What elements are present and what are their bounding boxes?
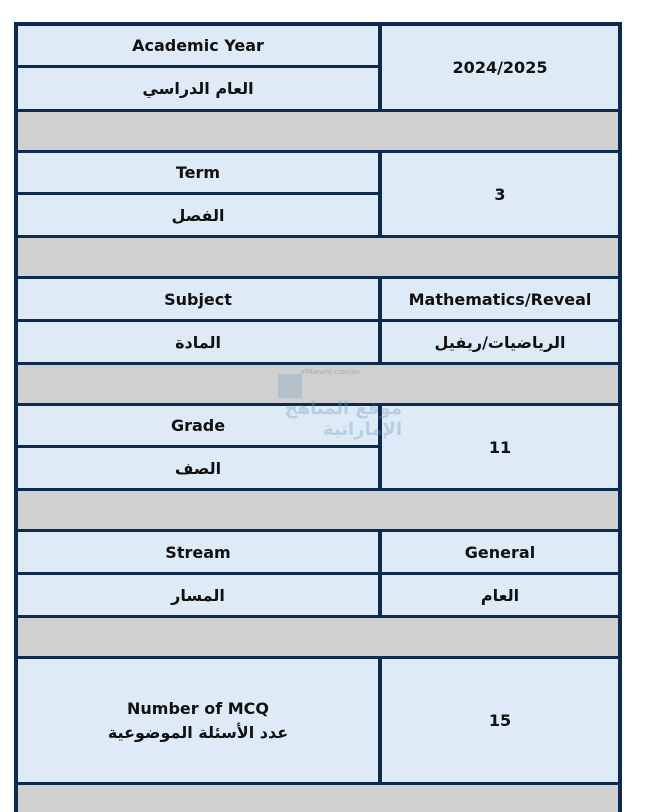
subject-label-ar-text: المادة — [175, 332, 221, 352]
term-label-ar — [18, 195, 378, 235]
subject-value-en — [382, 279, 618, 319]
stream-value-ar — [382, 575, 618, 615]
separator-row — [18, 618, 618, 656]
term-label-ar-text: الفصل — [171, 205, 225, 225]
info-table — [14, 22, 622, 812]
stream-value-en-text: General — [464, 542, 536, 562]
separator-row — [18, 112, 618, 150]
subject-value-en-text: Mathematics/Reveal — [408, 289, 592, 309]
mcq-label-ar: عدد الأسئلة الموضوعية — [107, 722, 289, 742]
mcq-value-text: 15 — [488, 711, 512, 730]
academic-year-label-ar-text: العام الدراسي — [142, 79, 254, 98]
grade-label-en-text: Grade — [170, 416, 226, 435]
stream-label-en — [18, 532, 378, 572]
academic-year-label-en — [18, 26, 378, 65]
grade-label-en — [18, 406, 378, 445]
term-label-en-text: Term — [175, 163, 221, 182]
term-value-text: 3 — [494, 184, 506, 204]
subject-value-ar-text: الرياضيات/ريفيل — [434, 332, 566, 352]
grade-value-text: 11 — [488, 437, 512, 457]
academic-year-value-text: 2024/2025 — [452, 58, 548, 77]
mcq-label-stack — [108, 697, 288, 745]
stream-label-ar-text: المسار — [171, 585, 225, 605]
stream-value-ar-text: العام — [480, 585, 520, 605]
grade-label-ar — [18, 448, 378, 488]
mcq-label-en: Number of MCQ — [126, 698, 269, 718]
subject-value-ar — [382, 322, 618, 362]
watermark-url: alManahj.com/ae — [300, 368, 360, 376]
mcq-label — [18, 659, 378, 782]
term-label-en — [18, 153, 378, 192]
subject-label-en — [18, 279, 378, 319]
watermark-text: موقع المناهج الإماراتية — [284, 398, 402, 440]
stream-value-en — [382, 532, 618, 572]
separator-row — [18, 785, 618, 812]
grade-value — [382, 406, 618, 488]
mcq-value — [382, 659, 618, 782]
subject-label-ar — [18, 322, 378, 362]
term-value — [382, 153, 618, 235]
subject-label-en-text: Subject — [164, 289, 232, 309]
stream-label-en-text: Stream — [165, 542, 231, 562]
academic-year-value — [382, 26, 618, 109]
stream-label-ar — [18, 575, 378, 615]
academic-year-label-en-text: Academic Year — [132, 36, 264, 55]
grade-label-ar-text: الصف — [174, 458, 222, 478]
separator-row — [18, 491, 618, 529]
academic-year-label-ar — [18, 68, 378, 109]
separator-row — [18, 238, 618, 276]
separator-row — [18, 365, 618, 403]
